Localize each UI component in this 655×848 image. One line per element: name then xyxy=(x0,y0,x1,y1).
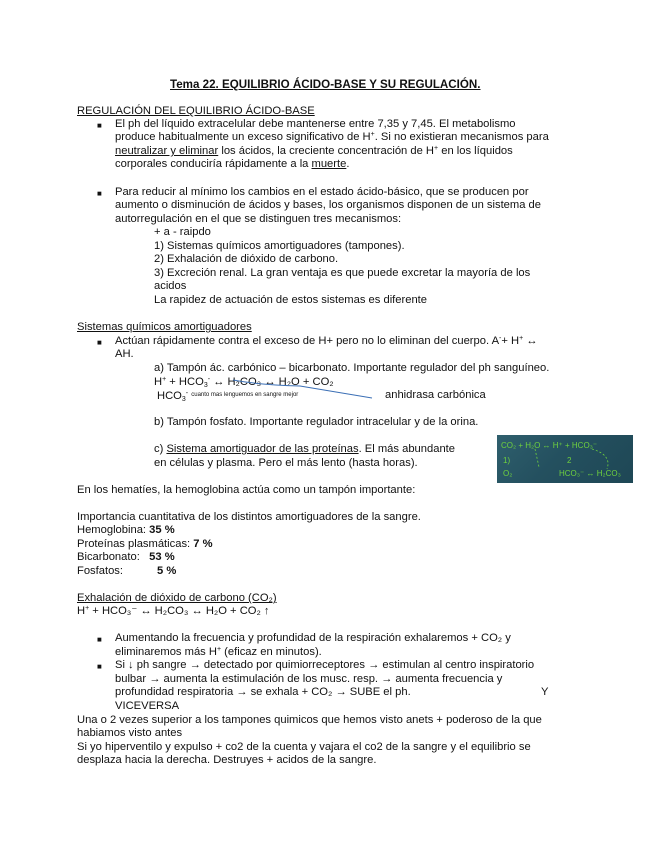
paragraph-line: Y xyxy=(541,686,549,698)
page-title: Tema 22. EQUILIBRIO ÁCIDO-BASE Y SU REGULACIÓN. xyxy=(170,78,481,91)
list-item: a) Tampón ác. carbónico – bicarbonato. Importante regulador del ph sanguíneo. xyxy=(154,362,550,374)
bullet-marker: ■ xyxy=(97,662,102,671)
paragraph-line: Si ↓ ph sangre → detectado por quimiorreceptores → estimulan al centro inspiratorio xyxy=(115,659,535,671)
list-item: 1) Sistemas químicos amortiguadores (tampones). xyxy=(154,240,405,252)
paragraph-line: Para reducir al mínimo los cambios en el estado ácido-básico, que se producen por xyxy=(115,186,529,198)
equation-image: CO₂ + H₂O ↔ H⁺ + HCO₃⁻ 1) 2 O₂ HCO₃⁻ ↔ H₂CO₃ xyxy=(497,435,633,483)
paragraph-line: habiamos visto antes xyxy=(77,727,183,739)
bullet-marker: ■ xyxy=(97,338,102,347)
paragraph-line: El ph del líquido extracelular debe mantenerse entre 7,35 y 7,45. El metabolismo xyxy=(115,118,516,130)
paragraph-line: AH. xyxy=(115,348,134,360)
paragraph-line: desplaza hacia la derecha. Destruyes + acidos de la sangre. xyxy=(77,754,377,766)
paragraph-line: profundidad respiratoria → se exhala + CO₂ → SUBE el ph. xyxy=(115,686,411,698)
paragraph-line: Si yo hiperventilo y expulso + co2 de la cuenta y vajara el co2 de la sangre y el equilibrio se xyxy=(77,741,531,753)
paragraph-line: Actúan rápidamente contra el exceso de H+ pero no lo eliminan del cuerpo. A-+ H+ ↔ xyxy=(115,335,538,347)
equation-line: H+ + HCO₃⁻ ↔ H₂CO₃ ↔ H₂O + CO₂ ↑ xyxy=(77,605,270,617)
list-item: 3) Excreción renal. La gran ventaja es que puede excretar la mayoría de los xyxy=(154,267,531,279)
list-item: c) Sistema amortiguador de las proteínas. El más abundante xyxy=(154,443,455,455)
table-row: Proteínas plasmáticas: 7 % xyxy=(77,538,213,550)
paragraph-line: VICEVERSA xyxy=(115,700,180,712)
paragraph-line: Aumentando la frecuencia y profundidad de la respiración exhalaremos + CO₂ y xyxy=(115,632,511,644)
table-row: Hemoglobina: 35 % xyxy=(77,524,175,536)
section-heading-regulacion: REGULACIÓN DEL EQUILIBRIO ÁCIDO-BASE xyxy=(77,105,315,117)
paragraph-line: Una o 2 vezes superior a los tampones quimicos que hemos visto anets + poderoso de la que xyxy=(77,714,542,726)
equation-line: $H^+ + HCO_3^-$ ↔ H₂CO₃ ↔ H₂O + CO₂ xyxy=(154,376,334,389)
equation-line: $HCO_3^-$ $^{cuanto mas lenguemos en sangre mejor}$ xyxy=(157,390,299,403)
paragraph-line: corporales conduciría rápidamente a la muerte. xyxy=(115,158,350,170)
paragraph-line: bulbar → aumenta la estimulación de los musc. resp. → aumenta frecuencia y xyxy=(115,673,503,685)
section-heading-exhalacion: Exhalación de dióxido de carbono (CO₂) xyxy=(77,592,277,604)
bullet-marker: ■ xyxy=(97,121,102,130)
bullet-marker: ■ xyxy=(97,635,102,644)
table-row: Bicarbonato: 53 % xyxy=(77,551,175,563)
note-line: La rapidez de actuación de estos sistemas es diferente xyxy=(154,294,428,306)
section-heading-sistemas: Sistemas químicos amortiguadores xyxy=(77,321,252,333)
list-item: b) Tampón fosfato. Importante regulador intracelular y de la orina. xyxy=(154,416,479,428)
paragraph-line: En los hematíes, la hemoglobina actúa como un tampón importante: xyxy=(77,484,416,496)
list-item: en células y plasma. Pero el más lento (hasta horas). xyxy=(154,457,418,469)
paragraph-line: autorregulación en el que se distinguen tres mecanismos: xyxy=(115,213,402,225)
annotation-label: anhidrasa carbónica xyxy=(385,389,486,401)
paragraph-line: Importancia cuantitativa de los distintos amortiguadores de la sangre. xyxy=(77,511,421,523)
list-item: 2) Exhalación de dióxido de carbono. xyxy=(154,253,339,265)
paragraph-line: produce habitualmente un exceso significativo de H+. Si no existieran mecanismos para xyxy=(115,131,549,143)
paragraph-line: aumento o disminución de ácidos y bases, los organismos disponen de un sistema de xyxy=(115,199,541,211)
list-item: acidos xyxy=(154,280,187,292)
paragraph-line: eliminaremos más H+ (eficaz en minutos). xyxy=(115,646,322,658)
paragraph-line: neutralizar y eliminar los ácidos, la creciente concentración de H+ en los líquidos xyxy=(115,145,513,157)
list-item: + a - raipdo xyxy=(154,226,211,238)
bullet-marker: ■ xyxy=(97,189,102,198)
table-row: Fosfatos: 5 % xyxy=(77,565,177,577)
